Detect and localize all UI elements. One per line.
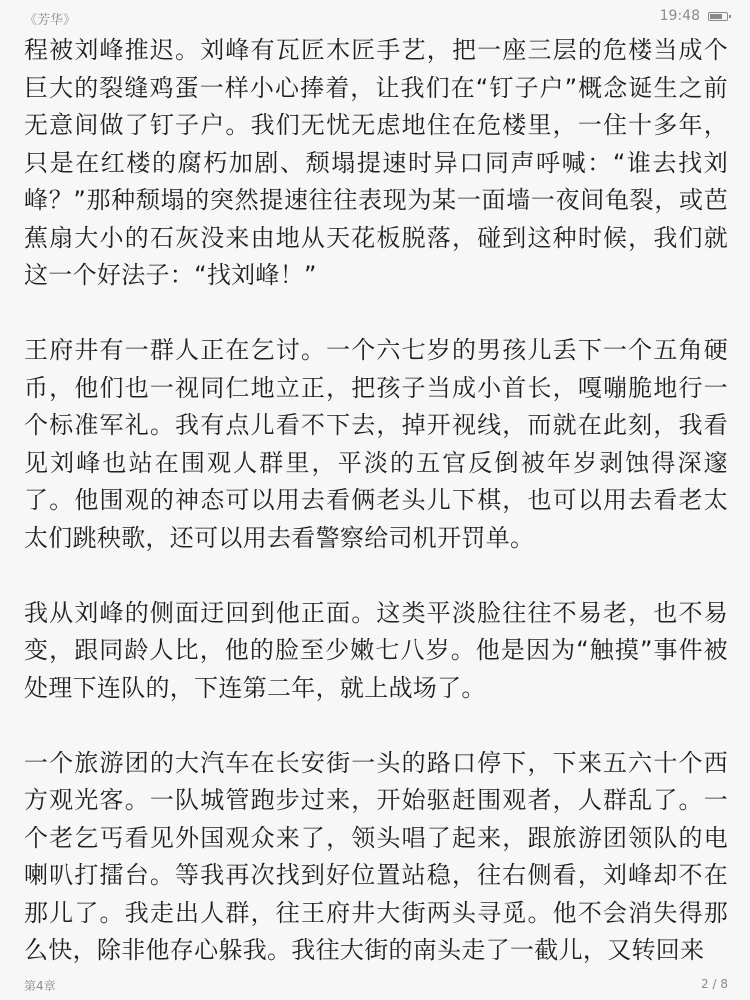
paragraph-3: 我从刘峰的侧面迂回到他正面。这类平淡脸往往不易老，也不易变，跟同龄人比，他的脸至少嫩七八岁。他是因为“触摸”事件被处理下连队的，下连第二年，就上战场了。 xyxy=(24,598,728,702)
book-title: 《芳华》 xyxy=(24,13,77,28)
clock-time: 19:48 xyxy=(659,8,700,24)
status-right xyxy=(660,8,728,24)
page-indicator: 2 / 8 xyxy=(701,977,728,991)
reading-content[interactable] xyxy=(24,32,728,970)
status-bar xyxy=(0,0,750,30)
paragraph-1: 程被刘峰推迟。刘峰有瓦匠木匠手艺，把一座三层的危楼当成个巨大的裂缝鸡蛋一样小心捧着，让我们在“钉子户”概念诞生之前无意间做了钉子户。我们无忧无虑地住在危楼里，一住十多年，只是在红楼的腐朽加剧、颓塌提速时异口同声呼喊：“谁去找刘峰？”那种颓塌的突然提速往往表现为某一面墙一夜间龟裂，或芭蕉扇大小的石灰没来由地从天花板脱落，碰到这种时候，我们就这一个好法子：“找刘峰！” xyxy=(24,36,728,289)
battery-level xyxy=(710,14,722,19)
paragraph-4: 一个旅游团的大汽车在长安街一头的路口停下，下来五六十个西方观光客。一队城管跑步过来，开始驱赶围观者，人群乱了。一个老乞丐看见外国观众来了，领头唱了起来，跟旅游团领队的电喇叭打擂台。等我再次找到好位置站稳，往右侧看，刘峰却不在那儿了。我走出人群，往王府井大街两头寻觅。他不会消失得那么快，除非他存心躲我。我往大街的南头走了一截儿，又转回来 xyxy=(24,748,728,964)
footer-bar xyxy=(0,972,750,1000)
battery-icon xyxy=(708,12,728,21)
chapter-label: 第4章 xyxy=(24,979,56,993)
paragraph-2: 王府井有一群人正在乞讨。一个六七岁的男孩儿丢下一个五角硬币，他们也一视同仁地立正，把孩子当成小首长，嘎嘣脆地行一个标准军礼。我有点儿看不下去，掉开视线，而就在此刻，我看见刘峰也站在围观人群里，平淡的五官反倒被年岁剥蚀得深邃了。他围观的神态可以用去看俩老头儿下棋，也可以用去看老太太们跳秧歌，还可以用去看警察给司机开罚单。 xyxy=(24,336,728,552)
